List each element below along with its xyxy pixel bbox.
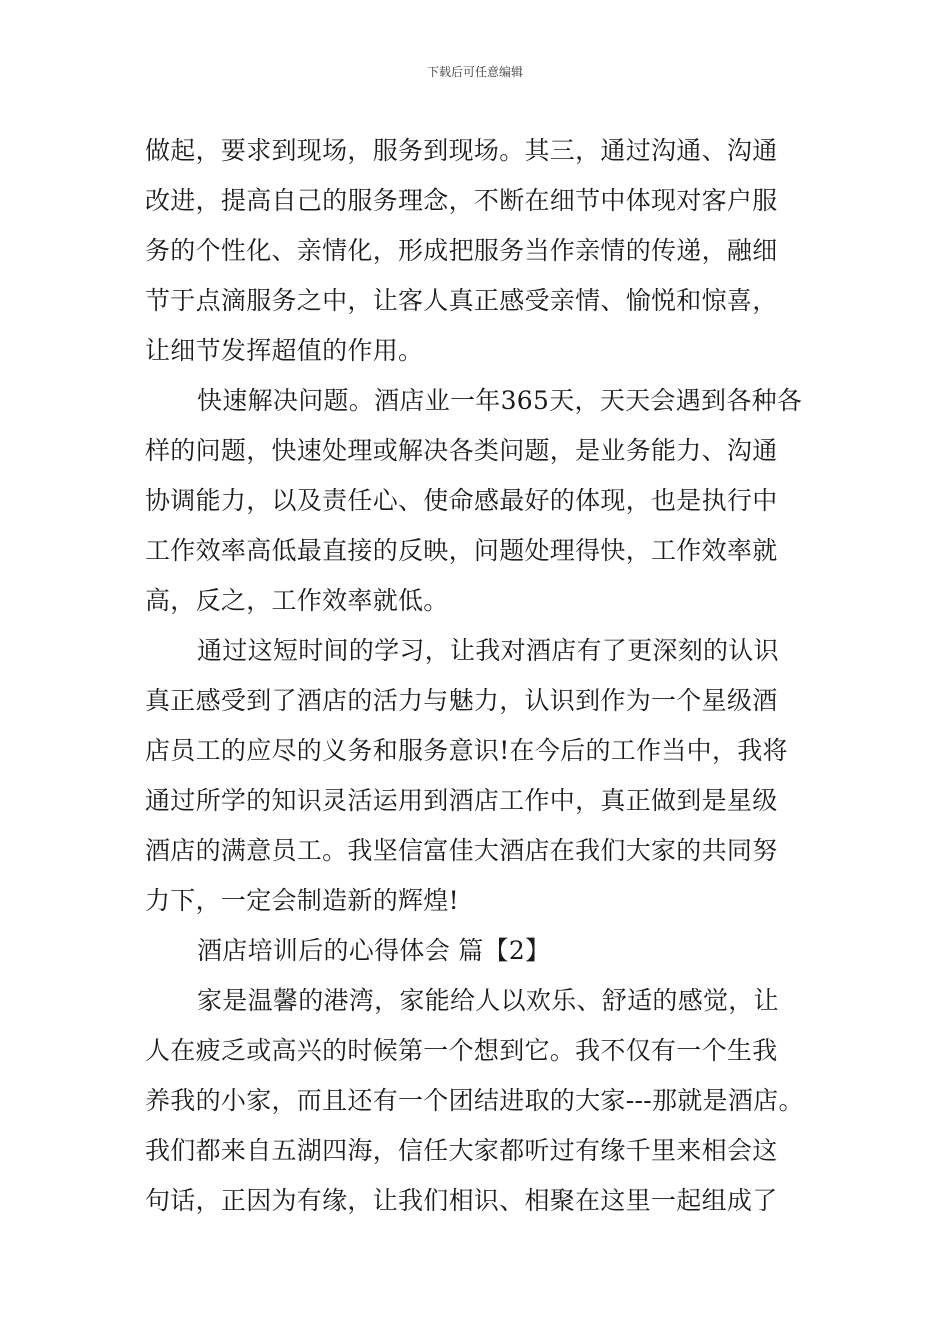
text-line: 通过所学的知识灵活运用到酒店工作中，真正做到是星级: [145, 786, 778, 815]
text-line: 务的个性化、亲情化，形成把服务当作亲情的传递，融细: [145, 236, 778, 265]
text-line: 样的问题，快速处理或解决各类问题，是业务能力、沟通: [145, 436, 778, 465]
text-line: 做起，要求到现场，服务到现场。其三，通过沟通、沟通: [145, 136, 778, 165]
text-line: 人在疲乏或高兴的时候第一个想到它。我不仅有一个生我: [145, 1036, 778, 1065]
text-line: 真正感受到了酒店的活力与魅力，认识到作为一个星级酒: [145, 686, 778, 715]
text-line: 高，反之，工作效率就低。: [145, 586, 449, 615]
text-line: 让细节发挥超值的作用。: [145, 336, 424, 365]
text-line: 工作效率高低最直接的反映，问题处理得快，工作效率就: [145, 536, 778, 565]
text-line: 协调能力，以及责任心、使命感最好的体现，也是执行中: [145, 486, 778, 515]
text-line: 酒店的满意员工。我坚信富佳大酒店在我们大家的共同努: [145, 836, 778, 865]
text-line: 节于点滴服务之中，让客人真正感受亲情、愉悦和惊喜，: [145, 286, 778, 315]
text-line: 力下，一定会制造新的辉煌!: [145, 886, 459, 915]
page-header: 下载后可任意编辑: [426, 65, 523, 79]
section-heading: 酒店培训后的心得体会 篇【2】: [197, 936, 551, 965]
text-line: 养我的小家，而且还有一个团结进取的大家---那就是酒店。: [145, 1086, 804, 1115]
paragraph-start-line: 通过这短时间的学习，让我对酒店有了更深刻的认识: [197, 636, 779, 665]
paragraph-start-line: 家是温馨的港湾，家能给人以欢乐、舒适的感觉，让: [197, 986, 779, 1015]
text-line: 店员工的应尽的义务和服务意识!在今后的工作当中，我将: [145, 736, 788, 765]
paragraph-start-line: 快速解决问题。酒店业一年365天，天天会遇到各种各: [197, 386, 803, 415]
document-body: [145, 126, 825, 1226]
text-line: 句话，正因为有缘，让我们相识、相聚在这里一起组成了: [145, 1186, 778, 1215]
text-line: 我们都来自五湖四海，信任大家都听过有缘千里来相会这: [145, 1136, 778, 1165]
text-line: 改进，提高自己的服务理念，不断在细节中体现对客户服: [145, 186, 778, 215]
